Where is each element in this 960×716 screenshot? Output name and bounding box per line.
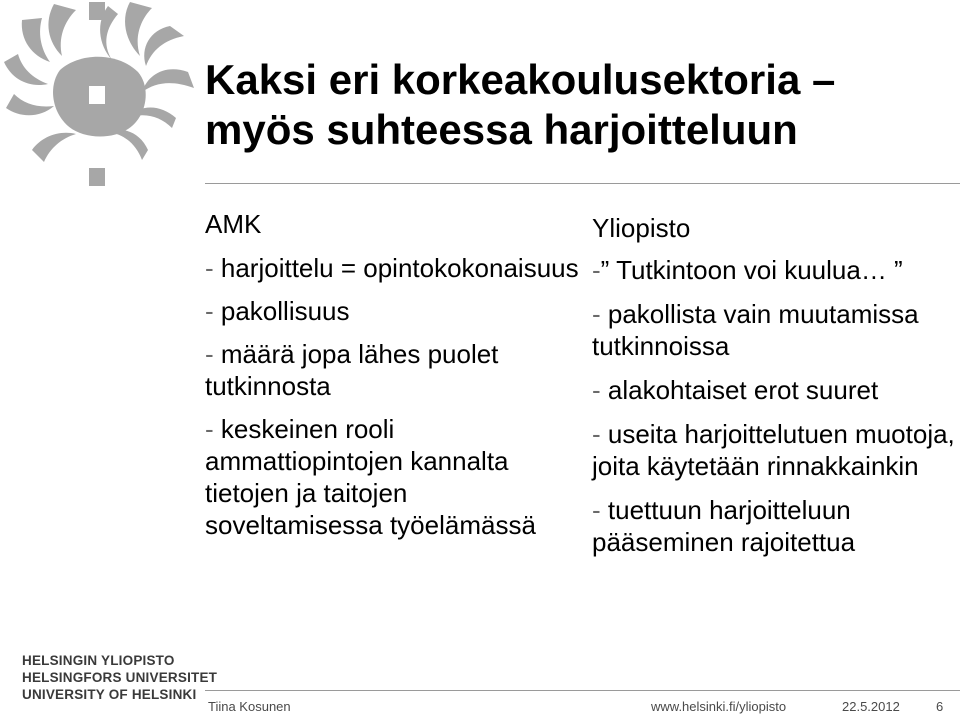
footer-page-number: 6 [936, 699, 944, 714]
bullet-dash: - [205, 296, 221, 326]
bullet-text: tuettuun harjoitteluun pääseminen rajoitettua [592, 495, 856, 557]
amk-bullet [205, 413, 585, 541]
bullet-dash: - [592, 375, 608, 405]
university-name-fi: HELSINGIN YLIOPISTO [22, 653, 175, 668]
bullet-text: ” Tutkintoon voi kuulua… ” [600, 255, 903, 285]
yliopisto-heading: Yliopisto [592, 213, 691, 243]
yliopisto-bullet [592, 494, 960, 558]
bullet-text: pakollisuus [220, 296, 350, 326]
amk-heading: AMK [205, 209, 262, 239]
yliopisto-bullet [592, 374, 960, 406]
bullet-dash: - [592, 299, 608, 329]
footer-author: Tiina Kosunen [208, 699, 291, 714]
helsinki-flame-logo-icon [0, 0, 200, 190]
slide-title-line-2: myös suhteessa harjoitteluun [205, 106, 798, 153]
amk-bullet [205, 252, 585, 284]
yliopisto-bullet [592, 298, 960, 362]
bullet-text: pakollista vain muutamissa tutkinnoissa [592, 299, 919, 361]
bullet-text: alakohtaiset erot suuret [607, 375, 879, 405]
amk-bullet [205, 338, 585, 402]
title-divider [205, 183, 960, 184]
bullet-text: harjoittelu = opintokokonaisuus [220, 253, 579, 283]
bullet-text: keskeinen rooli ammattiopintojen kannalta tietojen ja taitojen soveltamisessa työelämässä [205, 414, 536, 540]
footer-divider [205, 690, 960, 691]
footer-date: 22.5.2012 [842, 699, 900, 714]
bullet-dash: - [205, 339, 221, 369]
bullet-text: useita harjoittelutuen muotoja, joita käytetään rinnakkainkin [592, 419, 955, 481]
yliopisto-column [592, 212, 960, 570]
university-name-sv: HELSINGFORS UNIVERSITET [22, 670, 218, 685]
bullet-dash: - [592, 255, 601, 285]
slide-title-line-1: Kaksi eri korkeakoulusektoria – [205, 56, 836, 103]
bullet-text: määrä jopa lähes puolet tutkinnosta [205, 339, 499, 401]
amk-column [205, 208, 585, 552]
slide-title [205, 55, 945, 155]
amk-bullet [205, 295, 585, 327]
university-name [22, 652, 217, 703]
footer-url: www.helsinki.fi/yliopisto [651, 699, 787, 714]
bullet-dash: - [592, 419, 608, 449]
bullet-dash: - [592, 495, 608, 525]
bullet-dash: - [205, 414, 221, 444]
yliopisto-bullet [592, 254, 960, 286]
university-name-en: UNIVERSITY OF HELSINKI [22, 687, 197, 702]
bullet-dash: - [205, 253, 221, 283]
yliopisto-bullet [592, 418, 960, 482]
